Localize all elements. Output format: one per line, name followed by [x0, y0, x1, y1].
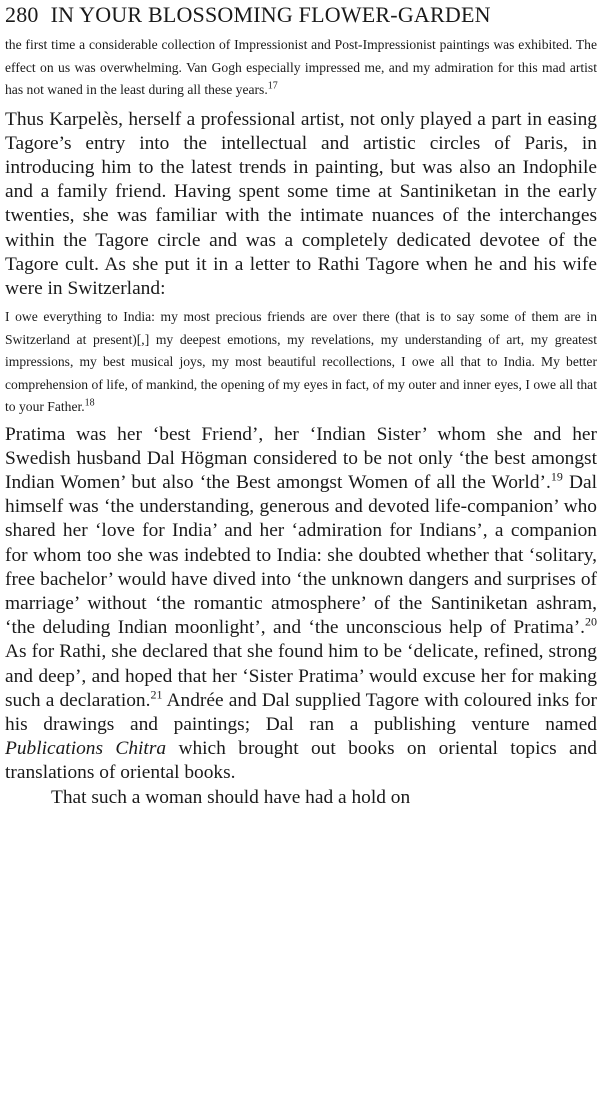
paragraph-karpeles-role — [5, 108, 597, 302]
paragraph-continued — [5, 786, 597, 810]
quote-text: I owe everything to India: my most precious friends are over there (that is to say some of them are in Switzerland at present)[,] my deepest emotions, my revelations, my understanding of art, my greatest impressions, my best musical joys, my most beautiful recollections, I owe all that to India. My better comprehension of life, of mankind, the opening of my eyes in fact, of my outer and inner eyes, I owe all that to your Father. — [5, 309, 597, 415]
page-number: 280 — [5, 2, 39, 27]
page-header — [5, 0, 597, 32]
publication-name: Publications Chitra — [5, 738, 167, 760]
paragraph-text: That such a woman should have had a hold on — [51, 786, 411, 808]
block-quote-karpeles-exhibition — [5, 34, 597, 102]
paragraph-text-part-2: Dal himself was ‘the understanding, generous and devoted life-companion’ who shared her ‘love for India’ and her ‘admiration for Indians’, a companion for whom too she was indebted to India: she doubted whether that ‘solitary, free bachelor’ would have dived into ‘the unknown dangers and surprises of marriage’ without ‘the romantic atmosphere’ of the Santiniketan ashram, ‘the deluding Indian moonlight’, and ‘the unconscious help of Pratima’. — [5, 472, 597, 639]
footnote-ref-18: 18 — [84, 397, 95, 409]
quote-text: the first time a considerable collection of Impressionist and Post-Impressionist paintings was exhibited. The effect on us was overwhelming. Van Gogh especially impressed me, and my admiration for this mad artist has not waned in the least during all these years. — [5, 37, 597, 97]
paragraph-text-part-1: Pratima was her ‘best Friend’, her ‘Indian Sister’ whom she and her Swedish husband Dal Högman considered to be not only ‘the best amongst Indian Women’ but also ‘the Best amongst Women of all the World’. — [5, 423, 597, 494]
paragraph-text-part-4: Andrée and Dal supplied Tagore with coloured inks for his drawings and paintings; Dal ran a publishing venture named — [5, 689, 597, 736]
running-title: IN YOUR BLOSSOMING FLOWER-GARDEN — [50, 2, 491, 27]
footnote-ref-17: 17 — [267, 80, 278, 92]
block-quote-letter-to-rathi — [5, 306, 597, 419]
footnote-ref-20: 20 — [585, 614, 597, 629]
footnote-ref-21: 21 — [150, 687, 163, 702]
footnote-ref-19: 19 — [550, 469, 563, 484]
paragraph-pratima-and-dal — [5, 423, 597, 786]
paragraph-text: Thus Karpelès, herself a professional artist, not only played a part in easing Tagore’s entry into the intellectual and artistic circles of Paris, in introducing him to the latest trends in painting, but was also an Indophile and a family friend. Having spent some time at Santiniketan in the early twenties, she was familiar with the intimate nuances of the interchanges within the Tagore circle and was a completely dedicated devotee of the Tagore cult. As she put it in a letter to Rathi Tagore when he and his wife were in Switzerland: — [5, 108, 597, 299]
paragraph-text-part-5: which brought out books on oriental topics and translations of oriental books. — [5, 738, 598, 784]
paragraph-text-part-3: As for Rathi, she declared that she found him to be ‘delicate, refined, strong and deep’, and hoped that her ‘Sister Pratima’ would excuse her for making such a declaration. — [5, 641, 597, 711]
